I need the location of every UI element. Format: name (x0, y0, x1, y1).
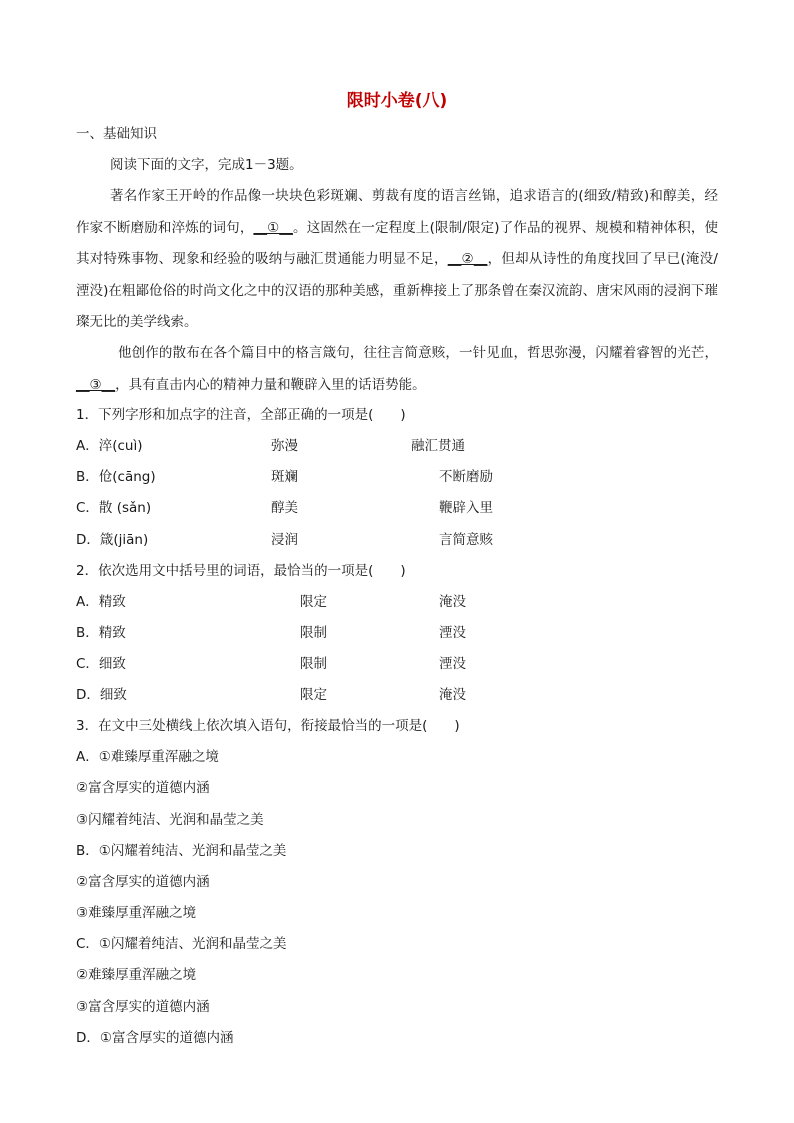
q1-option-a-2: 弥漫 (271, 438, 298, 454)
passage-text: 他创作的散布在各个篇目中的格言箴句，往往言简意赅，一针见血，哲思弥漫，闪耀着睿智的光芒， (118, 345, 718, 361)
q1-option-d-1: D．箴(jiān) (76, 532, 149, 548)
q2-option-d-1: D．细致 (76, 687, 127, 703)
q3-line: ③闪耀着纯洁、光润和晶莹之美 (76, 812, 264, 828)
blank-2: __②__ (447, 251, 488, 267)
q3-line: ②富含厚实的道德内涵 (76, 874, 210, 890)
q3-line: ③难臻厚重浑融之境 (76, 905, 197, 921)
q2-option-c-1: C．细致 (76, 656, 126, 672)
passage-text: 著名作家王开岭的作品像一块块色彩斑斓、剪裁有度的语言丝锦，追求语言的(细致/精致)和醇美，经作家不断磨励和淬炼的词句， (76, 188, 718, 236)
section-heading: 一、基础知识 (76, 126, 157, 142)
q2-option-d-2: 限定 (300, 687, 327, 703)
passage-text: 。这固然在一定程度上(限制/限定)了作品的视界、规模和精神体积，使其对特殊事物、现象和经验的吸纳与融汇贯通能力明显不足， (76, 219, 719, 267)
q1-option-b-2: 斑斓 (271, 469, 298, 485)
q2-option-d-3: 淹没 (439, 687, 466, 703)
q2-option-b-1: B．精致 (76, 625, 126, 641)
q2-option-a-3: 淹没 (439, 594, 466, 610)
q1-option-b-3: 不断磨励 (439, 469, 493, 485)
q1-option-c-3: 鞭辟入里 (439, 500, 493, 516)
q1-option-a-1: A．淬(cuì) (76, 438, 143, 454)
q1-option-a-3: 融汇贯通 (411, 438, 465, 454)
q2-option-c-3: 湮没 (439, 656, 466, 672)
q1-option-b-1: B．伧(cāng) (76, 469, 156, 485)
blank-3: __③__ (76, 376, 116, 393)
q1-option-c-1: C．散 (sǎn) (76, 500, 152, 516)
question-3-stem: 3．在文中三处横线上依次填入语句，衔接最恰当的一项是( ) (76, 718, 460, 734)
q2-option-b-3: 湮没 (439, 625, 466, 641)
passage-text: ，具有直击内心的精神力量和鞭辟入里的话语势能。 (115, 376, 426, 393)
passage-paragraph-2 (76, 338, 718, 401)
page-title: 限时小卷(八) (346, 91, 448, 111)
q1-option-d-2: 浸润 (271, 532, 298, 548)
q3-line: C．①闪耀着纯洁、光润和晶莹之美 (76, 936, 287, 952)
q2-option-c-2: 限制 (300, 656, 327, 672)
q1-option-c-2: 醇美 (271, 500, 298, 516)
q2-option-b-2: 限制 (300, 625, 327, 641)
q3-line: A．①难臻厚重浑融之境 (76, 749, 219, 765)
blank-1: __①__ (253, 219, 293, 236)
q2-option-a-1: A．精致 (76, 594, 126, 610)
q3-line: ③富含厚实的道德内涵 (76, 999, 210, 1015)
q3-line: ②富含厚实的道德内涵 (76, 780, 210, 796)
q1-option-d-3: 言简意赅 (439, 532, 493, 548)
q3-line: D．①富含厚实的道德内涵 (76, 1030, 234, 1046)
question-1-stem: 1．下列字形和加点字的注音，全部正确的一项是( ) (76, 407, 406, 423)
passage-paragraph-1 (76, 181, 718, 339)
q2-option-a-2: 限定 (300, 594, 327, 610)
q3-line: ②难臻厚重浑融之境 (76, 967, 197, 983)
reading-instruction: 阅读下面的文字，完成1－3题。 (110, 157, 303, 173)
passage-text: ，但却从诗性的角度找回了早已(淹没/湮没)在粗鄙伧俗的时尚文化之中的汉语的那种美感，重新榫接上了那条曾在秦汉流韵、唐宋风雨的浸润下璀璨无比的美学线索。 (76, 251, 718, 330)
q3-line: B．①闪耀着纯洁、光润和晶莹之美 (76, 843, 287, 859)
question-2-stem: 2．依次选用文中括号里的词语，最恰当的一项是( ) (76, 563, 406, 579)
